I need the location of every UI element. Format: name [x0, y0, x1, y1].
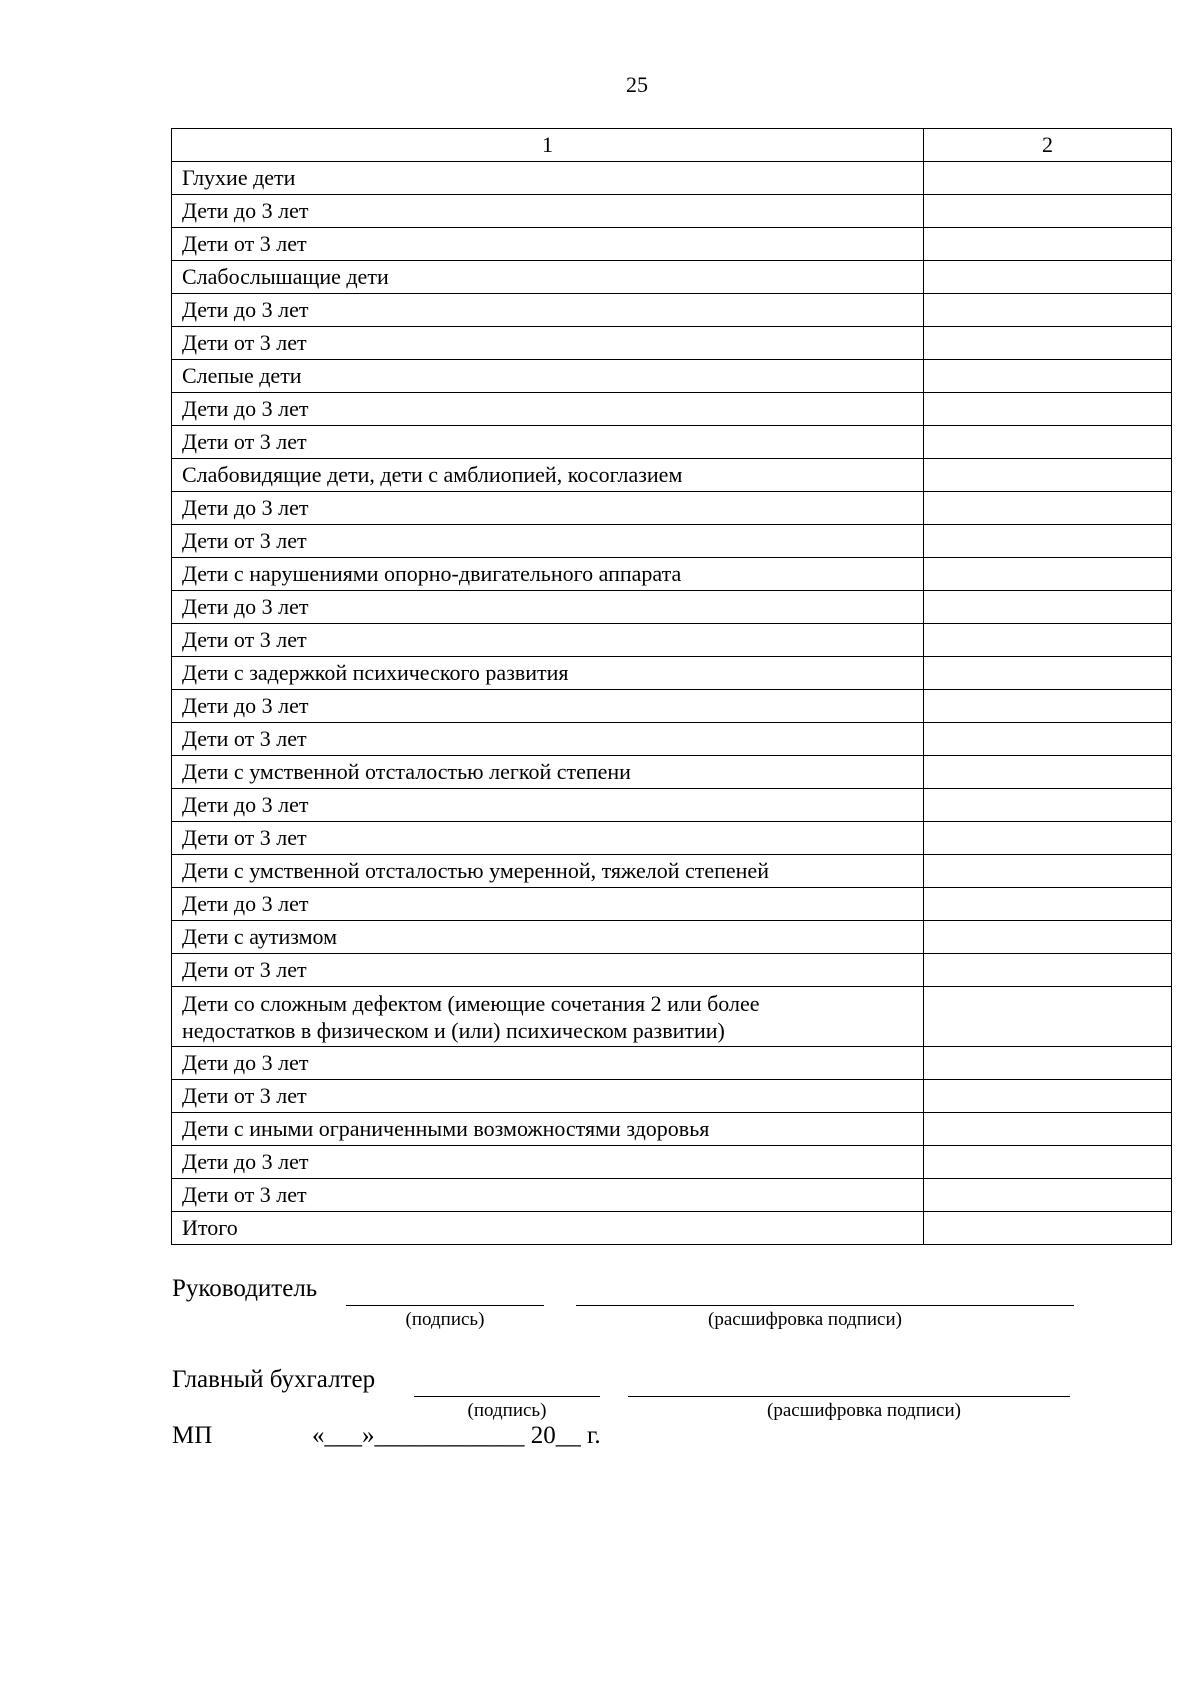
row-label: Глухие дети [172, 162, 924, 195]
row-label: Дети до 3 лет [172, 888, 924, 921]
row-value-cell[interactable] [924, 657, 1172, 690]
table-row [172, 1080, 1172, 1113]
row-value-cell[interactable] [924, 987, 1172, 1047]
row-value-cell[interactable] [924, 1179, 1172, 1212]
table-row [172, 657, 1172, 690]
table-row [172, 360, 1172, 393]
row-label: Дети до 3 лет [172, 195, 924, 228]
row-value-cell[interactable] [924, 1212, 1172, 1245]
row-label: Дети от 3 лет [172, 525, 924, 558]
row-value-cell[interactable] [924, 888, 1172, 921]
table-row [172, 492, 1172, 525]
row-value-cell[interactable] [924, 1080, 1172, 1113]
row-label: Дети с задержкой психического развития [172, 657, 924, 690]
row-label: Дети с аутизмом [172, 921, 924, 954]
row-label: Слабослышащие дети [172, 261, 924, 294]
row-value-cell[interactable] [924, 690, 1172, 723]
row-value-cell[interactable] [924, 261, 1172, 294]
table-row [172, 261, 1172, 294]
row-label: Дети от 3 лет [172, 426, 924, 459]
row-value-cell[interactable] [924, 756, 1172, 789]
row-label: Дети до 3 лет [172, 294, 924, 327]
row-label: Дети с умственной отсталостью легкой степени [172, 756, 924, 789]
row-value-cell[interactable] [924, 360, 1172, 393]
table-row [172, 228, 1172, 261]
row-value-cell[interactable] [924, 558, 1172, 591]
row-label: Дети с умственной отсталостью умеренной, тяжелой степеней [172, 855, 924, 888]
row-value-cell[interactable] [924, 1146, 1172, 1179]
report-table [171, 128, 1172, 1245]
row-label: Дети от 3 лет [172, 1080, 924, 1113]
row-value-cell[interactable] [924, 954, 1172, 987]
table-row [172, 789, 1172, 822]
row-value-cell[interactable] [924, 294, 1172, 327]
row-label: Дети с иными ограниченными возможностями здоровья [172, 1113, 924, 1146]
date-field[interactable]: «___»____________ 20__ г. [312, 1422, 601, 1449]
table-row [172, 426, 1172, 459]
table-row [172, 723, 1172, 756]
row-label: Дети до 3 лет [172, 690, 924, 723]
row-value-cell[interactable] [924, 921, 1172, 954]
row-value-cell[interactable] [924, 591, 1172, 624]
table-row [172, 1146, 1172, 1179]
table-row [172, 888, 1172, 921]
table-body [172, 162, 1172, 1245]
head-signature-line[interactable] [346, 1305, 544, 1306]
table-row [172, 987, 1172, 1047]
table-row [172, 624, 1172, 657]
row-value-cell[interactable] [924, 789, 1172, 822]
accountant-signature-caption: (подпись) [467, 1400, 547, 1421]
head-label: Руководитель [172, 1275, 318, 1302]
table-row [172, 162, 1172, 195]
row-value-cell[interactable] [924, 525, 1172, 558]
row-value-cell[interactable] [924, 195, 1172, 228]
row-label: Дети с нарушениями опорно-двигательного аппарата [172, 558, 924, 591]
row-label: Слепые дети [172, 360, 924, 393]
table-row [172, 525, 1172, 558]
table-row [172, 195, 1172, 228]
row-value-cell[interactable] [924, 393, 1172, 426]
row-value-cell[interactable] [924, 723, 1172, 756]
row-label: Дети до 3 лет [172, 1146, 924, 1179]
table-row [172, 1113, 1172, 1146]
row-label: Дети до 3 лет [172, 1047, 924, 1080]
head-signature-caption: (подпись) [405, 1309, 485, 1330]
row-value-cell[interactable] [924, 327, 1172, 360]
row-value-cell[interactable] [924, 459, 1172, 492]
table-row [172, 294, 1172, 327]
row-label: Дети до 3 лет [172, 492, 924, 525]
head-decoding-caption: (расшифровка подписи) [708, 1309, 902, 1330]
row-label: Дети со сложным дефектом (имеющие сочетания 2 или более недостатков в физическом и (или) психическом развитии) [172, 987, 924, 1047]
row-value-cell[interactable] [924, 624, 1172, 657]
row-value-cell[interactable] [924, 1047, 1172, 1080]
table-row [172, 756, 1172, 789]
accountant-signature-line[interactable] [414, 1396, 600, 1397]
table-row [172, 690, 1172, 723]
row-label: Дети до 3 лет [172, 393, 924, 426]
head-decoding-line[interactable] [576, 1305, 1074, 1306]
accountant-decoding-line[interactable] [628, 1396, 1070, 1397]
page-number: 25 [626, 72, 648, 97]
row-value-cell[interactable] [924, 1113, 1172, 1146]
row-label: Дети от 3 лет [172, 954, 924, 987]
table-row [172, 591, 1172, 624]
table-row [172, 822, 1172, 855]
row-value-cell[interactable] [924, 492, 1172, 525]
row-label: Дети от 3 лет [172, 1179, 924, 1212]
row-label: Слабовидящие дети, дети с амблиопией, косоглазием [172, 459, 924, 492]
table-row [172, 327, 1172, 360]
chief-accountant-label: Главный бухгалтер [172, 1366, 376, 1393]
row-value-cell[interactable] [924, 855, 1172, 888]
row-label: Дети от 3 лет [172, 723, 924, 756]
row-label: Дети до 3 лет [172, 789, 924, 822]
row-label: Итого [172, 1212, 924, 1245]
stamp-label: МП [172, 1422, 213, 1449]
table-row [172, 393, 1172, 426]
table-header-row [172, 129, 1172, 162]
accountant-decoding-caption: (расшифровка подписи) [767, 1400, 961, 1421]
table-row [172, 1047, 1172, 1080]
table-row [172, 558, 1172, 591]
table-row [172, 459, 1172, 492]
row-value-cell[interactable] [924, 822, 1172, 855]
row-value-cell[interactable] [924, 228, 1172, 261]
row-label: Дети от 3 лет [172, 228, 924, 261]
column-header-1: 1 [172, 129, 924, 162]
column-header-2: 2 [924, 129, 1172, 162]
table-row [172, 1212, 1172, 1245]
table-row [172, 954, 1172, 987]
row-label: Дети от 3 лет [172, 624, 924, 657]
row-value-cell[interactable] [924, 426, 1172, 459]
table-row [172, 921, 1172, 954]
table-row [172, 1179, 1172, 1212]
row-label: Дети от 3 лет [172, 822, 924, 855]
row-value-cell[interactable] [924, 162, 1172, 195]
row-label: Дети от 3 лет [172, 327, 924, 360]
table-row [172, 855, 1172, 888]
row-label: Дети до 3 лет [172, 591, 924, 624]
